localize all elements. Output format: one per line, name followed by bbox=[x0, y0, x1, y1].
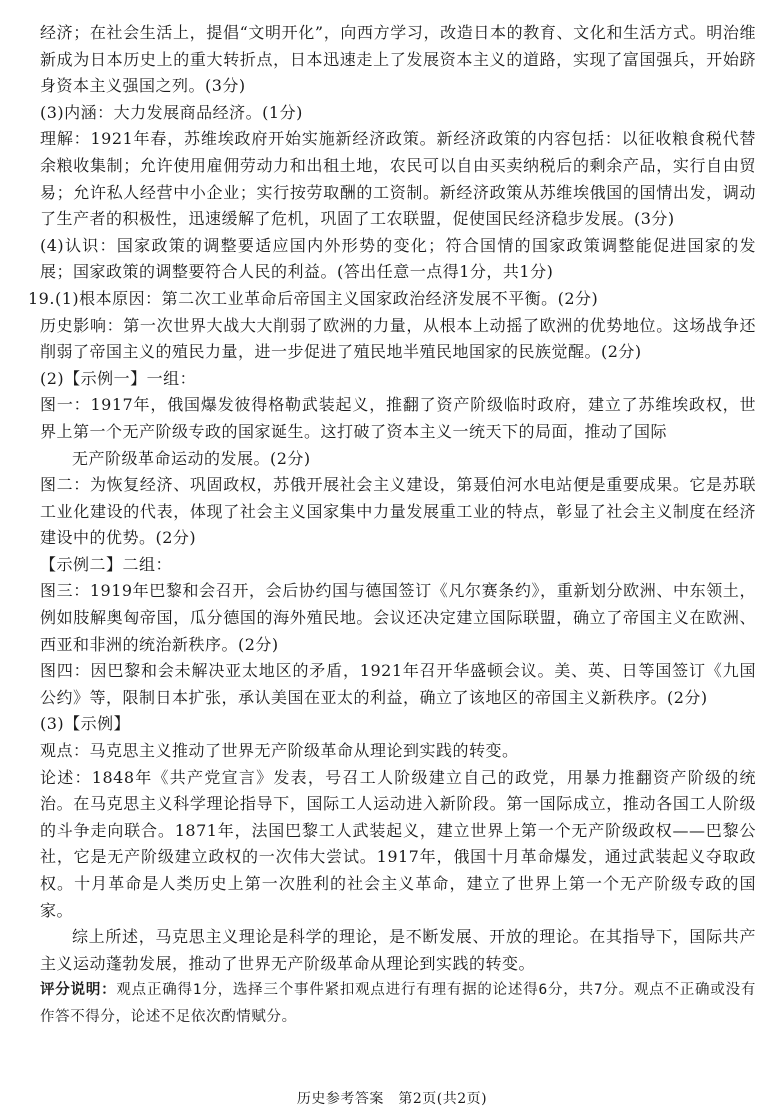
scoring-note-label: 评分说明： bbox=[40, 982, 117, 999]
paragraph-q18-3-understanding: 理解：1921年春，苏维埃政府开始实施新经济政策。新经济政策的内容包括：以征收粮食税代替余粮收集制；允许使用雇佣劳动力和出租土地，农民可以自由买卖纳税后的剩余产品，实行自由贸易；允许私人经营中小企业；实行按劳取酬的工资制。新经济政策从苏维埃俄国的国情出发，调动了生产者的积极性，迅速缓解了危机，巩固了工农联盟，促使国民经济稳步发展。(3分) bbox=[40, 129, 756, 229]
paragraph-scoring-note bbox=[40, 977, 756, 1030]
answer-content bbox=[28, 20, 756, 1031]
paragraph-q19-2-example1-heading: (2)【示例一】一组： bbox=[40, 368, 197, 388]
paragraph-figure1: 图一：1917年，俄国爆发彼得格勒武装起义，推翻了资产阶级临时政府，建立了苏维埃政权，世界上第一个无产阶级专政的国家诞生。这打破了资本主义一统天下的局面，推动了国际 bbox=[40, 395, 756, 441]
paragraph-q19-1-cause: 19.(1)根本原因：第二次工业革命后帝国主义国家政治经济发展不平衡。(2分) bbox=[28, 288, 599, 308]
paragraph-viewpoint: 观点：马克思主义推动了世界无产阶级革命从理论到实践的转变。 bbox=[40, 741, 519, 761]
paragraph-figure3: 图三：1919年巴黎和会召开，会后协约国与德国签订《凡尔赛条约》，重新划分欧洲、中东领土，例如肢解奥匈帝国，瓜分德国的海外殖民地。会议还决定建立国际联盟，确立了帝国主义在欧洲、西亚和非洲的统治新秩序。(2分) bbox=[40, 581, 756, 654]
paragraph-argument: 论述：1848年《共产党宣言》发表，号召工人阶级建立自己的政党，用暴力推翻资产阶级的统治。在马克思主义科学理论指导下，国际工人运动进入新阶段。第一国际成立，推动各国工人阶级的斗争走向联合。1871年，法国巴黎工人武装起义，建立世界上第一个无产阶级政权——巴黎公社，它是无产阶级建立政权的一次伟大尝试。1917年，俄国十月革命爆发，通过武装起义夺取政权。十月革命是人类历史上第一次胜利的社会主义革命，建立了世界上第一个无产阶级专政的国家。 bbox=[40, 767, 756, 920]
paragraph-figure2: 图二：为恢复经济、巩固政权，苏俄开展社会主义建设，第聂伯河水电站便是重要成果。它是苏联工业化建设的代表，体现了社会主义国家集中力量发展重工业的特点，彰显了社会主义制度在经济建设中的优势。(2分) bbox=[40, 475, 756, 548]
paragraph-conclusion: 综上所述，马克思主义理论是科学的理论，是不断发展、开放的理论。在其指导下，国际共产主义运动蓬勃发展，推动了世界无产阶级革命从理论到实践的转变。 bbox=[40, 927, 756, 973]
paragraph-figure4: 图四：因巴黎和会未解决亚太地区的矛盾，1921年召开华盛顿会议。美、英、日等国签订《九国公约》等，限制日本扩张，承认美国在亚太的利益，确立了该地区的帝国主义新秩序。(2分) bbox=[40, 661, 756, 707]
paragraph-meiji-summary: 经济；在社会生活上，提倡“文明开化”，向西方学习，改造日本的教育、文化和生活方式。明治维新成为日本历史上的重大转折点，日本迅速走上了发展资本主义的道路，实现了富国强兵，开始跻身资本主义强国之列。(3分) bbox=[40, 23, 756, 96]
paragraph-example2-heading: 【示例二】二组： bbox=[40, 554, 173, 574]
scoring-note-text: 观点正确得1分，选择三个事件紧扣观点进行有理有据的论述得6分，共7分。观点不正确或没有作答不得分，论述不足依次酌情赋分。 bbox=[40, 982, 756, 1025]
paragraph-q19-1-impact: 历史影响：第一次世界大战大大削弱了欧洲的力量，从根本上动摇了欧洲的优势地位。这场战争还削弱了帝国主义的殖民力量，进一步促进了殖民地半殖民地国家的民族觉醒。(2分) bbox=[40, 315, 756, 362]
paragraph-q19-3-heading: (3)【示例】 bbox=[40, 714, 131, 734]
paragraph-figure1-cont: 无产阶级革命运动的发展。(2分) bbox=[72, 448, 311, 468]
paragraph-q18-4-insight: (4)认识：国家政策的调整要适应国内外形势的变化；符合国情的国家政策调整能促进国家的发展；国家政策的调整要符合人民的利益。(答出任意一点得1分，共1分) bbox=[40, 235, 756, 282]
page-footer: 历史参考答案 第2页(共2页) bbox=[296, 1091, 488, 1107]
paragraph-q18-3-connotation: (3)内涵：大力发展商品经济。(1分) bbox=[40, 102, 303, 122]
